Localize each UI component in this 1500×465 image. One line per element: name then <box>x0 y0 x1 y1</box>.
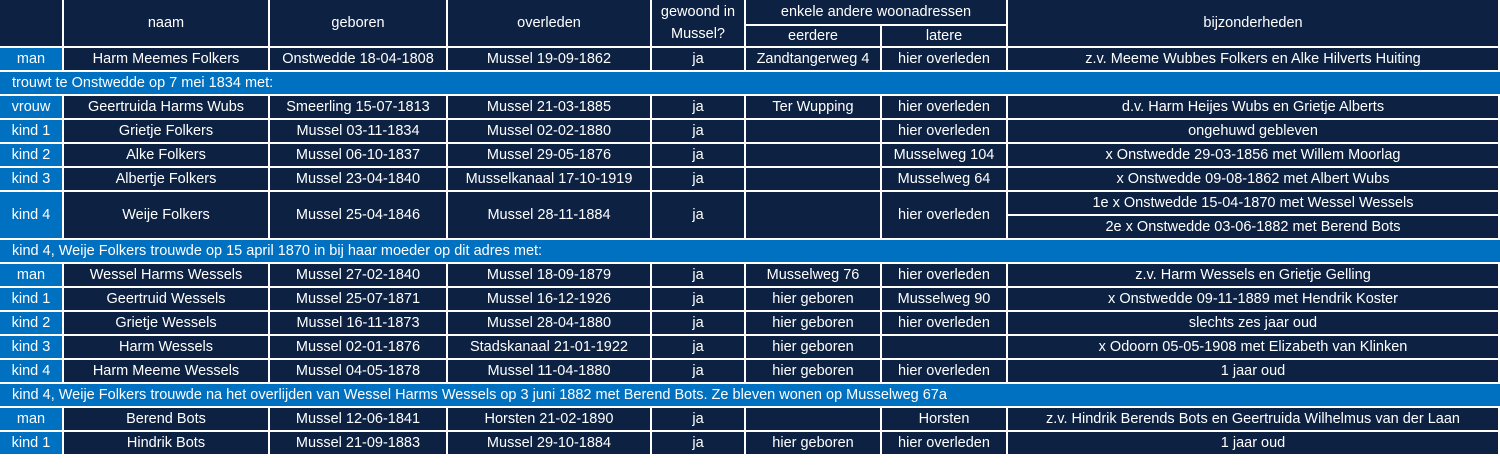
gewoond-cell: ja <box>652 168 746 192</box>
geboren-cell: Mussel 02-01-1876 <box>270 336 448 360</box>
role-cell: kind 1 <box>0 288 64 312</box>
header-corner-cell <box>0 0 64 48</box>
section-banner: trouwt te Onstwedde op 7 mei 1834 met: <box>0 72 1500 96</box>
latere-cell: Musselweg 90 <box>882 288 1008 312</box>
naam-cell: Berend Bots <box>64 408 270 432</box>
role-cell: kind 1 <box>0 432 64 456</box>
eerdere-cell <box>746 168 882 192</box>
latere-cell: hier overleden <box>882 120 1008 144</box>
eerdere-cell: Ter Wupping <box>746 96 882 120</box>
eerdere-cell <box>746 408 882 432</box>
gewoond-cell: ja <box>652 192 746 240</box>
eerdere-cell: hier geboren <box>746 288 882 312</box>
gewoond-cell: ja <box>652 144 746 168</box>
eerdere-cell <box>746 192 882 240</box>
geboren-cell: Mussel 21-09-1883 <box>270 432 448 456</box>
naam-cell: Albertje Folkers <box>64 168 270 192</box>
header-andere-woonadressen: enkele andere woonadressen <box>746 0 1008 26</box>
bijzonderheden-cell: x Onstwedde 09-11-1889 met Hendrik Koster <box>1008 288 1500 312</box>
role-cell: kind 4 <box>0 360 64 384</box>
bijzonderheden-cell: x Onstwedde 29-03-1856 met Willem Moorlag <box>1008 144 1500 168</box>
geboren-cell: Mussel 04-05-1878 <box>270 360 448 384</box>
header-bijzonderheden: bijzonderheden <box>1008 0 1500 48</box>
role-cell: kind 3 <box>0 168 64 192</box>
geboren-cell: Mussel 06-10-1837 <box>270 144 448 168</box>
geboren-cell: Mussel 25-07-1871 <box>270 288 448 312</box>
naam-cell: Geertruid Wessels <box>64 288 270 312</box>
naam-cell: Grietje Wessels <box>64 312 270 336</box>
overleden-cell: Mussel 29-05-1876 <box>448 144 652 168</box>
header-gewoond: gewoond in Mussel? <box>652 0 746 48</box>
geboren-cell: Mussel 03-11-1834 <box>270 120 448 144</box>
role-cell: kind 3 <box>0 336 64 360</box>
overleden-cell: Mussel 21-03-1885 <box>448 96 652 120</box>
eerdere-cell <box>746 120 882 144</box>
bijzonderheden-cell: z.v. Hindrik Berends Bots en Geertruida Wilhelmus van der Laan <box>1008 408 1500 432</box>
naam-cell: Harm Meeme Wessels <box>64 360 270 384</box>
latere-cell: hier overleden <box>882 312 1008 336</box>
gewoond-cell: ja <box>652 120 746 144</box>
header-overleden: overleden <box>448 0 652 48</box>
latere-cell: hier overleden <box>882 192 1008 240</box>
header-naam: naam <box>64 0 270 48</box>
eerdere-cell: hier geboren <box>746 360 882 384</box>
naam-cell: Harm Meemes Folkers <box>64 48 270 72</box>
bijzonderheden-cell: 1e x Onstwedde 15-04-1870 met Wessel Wessels <box>1008 192 1500 216</box>
latere-cell: Horsten <box>882 408 1008 432</box>
eerdere-cell: Zandtangerweg 4 <box>746 48 882 72</box>
overleden-cell: Mussel 28-04-1880 <box>448 312 652 336</box>
gewoond-cell: ja <box>652 432 746 456</box>
bijzonderheden-cell: x Odoorn 05-05-1908 met Elizabeth van Klinken <box>1008 336 1500 360</box>
overleden-cell: Mussel 18-09-1879 <box>448 264 652 288</box>
role-cell: man <box>0 408 64 432</box>
section-banner: kind 4, Weije Folkers trouwde op 15 april 1870 in bij haar moeder op dit adres met: <box>0 240 1500 264</box>
bijzonderheden-cell: slechts zes jaar oud <box>1008 312 1500 336</box>
eerdere-cell: hier geboren <box>746 432 882 456</box>
naam-cell: Alke Folkers <box>64 144 270 168</box>
eerdere-cell: hier geboren <box>746 312 882 336</box>
overleden-cell: Mussel 11-04-1880 <box>448 360 652 384</box>
latere-cell: Musselweg 104 <box>882 144 1008 168</box>
overleden-cell: Mussel 29-10-1884 <box>448 432 652 456</box>
gewoond-cell: ja <box>652 264 746 288</box>
geboren-cell: Smeerling 15-07-1813 <box>270 96 448 120</box>
gewoond-cell: ja <box>652 336 746 360</box>
role-cell: vrouw <box>0 96 64 120</box>
bijzonderheden-cell: z.v. Meeme Wubbes Folkers en Alke Hilverts Huiting <box>1008 48 1500 72</box>
overleden-cell: Horsten 21-02-1890 <box>448 408 652 432</box>
role-cell: kind 2 <box>0 312 64 336</box>
overleden-cell: Mussel 16-12-1926 <box>448 288 652 312</box>
latere-cell: Musselweg 64 <box>882 168 1008 192</box>
overleden-cell: Musselkanaal 17-10-1919 <box>448 168 652 192</box>
header-eerdere: eerdere <box>746 26 882 48</box>
latere-cell <box>882 336 1008 360</box>
role-cell: kind 4 <box>0 192 64 240</box>
role-cell: man <box>0 264 64 288</box>
naam-cell: Hindrik Bots <box>64 432 270 456</box>
section-banner: kind 4, Weije Folkers trouwde na het overlijden van Wessel Harms Wessels op 3 juni 1882 met Berend Bots. Ze bleven wonen op Musselweg 67a <box>0 384 1500 408</box>
bijzonderheden-cell: d.v. Harm Heijes Wubs en Grietje Alberts <box>1008 96 1500 120</box>
eerdere-cell <box>746 144 882 168</box>
bijzonderheden-cell: ongehuwd gebleven <box>1008 120 1500 144</box>
bijzonderheden-cell: 1 jaar oud <box>1008 360 1500 384</box>
header-latere: latere <box>882 26 1008 48</box>
gewoond-cell: ja <box>652 48 746 72</box>
bijzonderheden-cell: 1 jaar oud <box>1008 432 1500 456</box>
gewoond-cell: ja <box>652 312 746 336</box>
naam-cell: Geertruida Harms Wubs <box>64 96 270 120</box>
latere-cell: hier overleden <box>882 264 1008 288</box>
geboren-cell: Mussel 27-02-1840 <box>270 264 448 288</box>
geboren-cell: Onstwedde 18-04-1808 <box>270 48 448 72</box>
eerdere-cell: hier geboren <box>746 336 882 360</box>
gewoond-cell: ja <box>652 408 746 432</box>
bijzonderheden-cell: z.v. Harm Wessels en Grietje Gelling <box>1008 264 1500 288</box>
overleden-cell: Mussel 19-09-1862 <box>448 48 652 72</box>
latere-cell: hier overleden <box>882 48 1008 72</box>
header-geboren: geboren <box>270 0 448 48</box>
naam-cell: Weije Folkers <box>64 192 270 240</box>
naam-cell: Grietje Folkers <box>64 120 270 144</box>
role-cell: kind 2 <box>0 144 64 168</box>
gewoond-cell: ja <box>652 96 746 120</box>
overleden-cell: Mussel 02-02-1880 <box>448 120 652 144</box>
gewoond-cell: ja <box>652 288 746 312</box>
geboren-cell: Mussel 25-04-1846 <box>270 192 448 240</box>
naam-cell: Wessel Harms Wessels <box>64 264 270 288</box>
latere-cell: hier overleden <box>882 360 1008 384</box>
geboren-cell: Mussel 16-11-1873 <box>270 312 448 336</box>
overleden-cell: Mussel 28-11-1884 <box>448 192 652 240</box>
gewoond-cell: ja <box>652 360 746 384</box>
role-cell: man <box>0 48 64 72</box>
latere-cell: hier overleden <box>882 96 1008 120</box>
geboren-cell: Mussel 23-04-1840 <box>270 168 448 192</box>
naam-cell: Harm Wessels <box>64 336 270 360</box>
role-cell: kind 1 <box>0 120 64 144</box>
bijzonderheden-cell: x Onstwedde 09-08-1862 met Albert Wubs <box>1008 168 1500 192</box>
geboren-cell: Mussel 12-06-1841 <box>270 408 448 432</box>
overleden-cell: Stadskanaal 21-01-1922 <box>448 336 652 360</box>
eerdere-cell: Musselweg 76 <box>746 264 882 288</box>
bijzonderheden-cell: 2e x Onstwedde 03-06-1882 met Berend Bots <box>1008 216 1500 240</box>
latere-cell: hier overleden <box>882 432 1008 456</box>
